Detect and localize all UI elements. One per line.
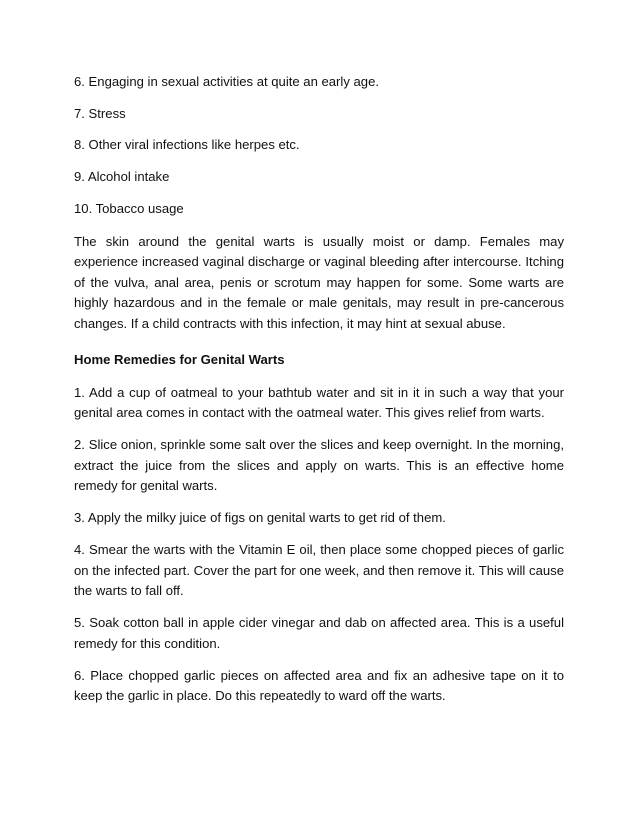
- risk-factor-item: 7. Stress: [74, 105, 126, 121]
- remedy-item: 3. Apply the milky juice of figs on genital warts to get rid of them.: [74, 510, 446, 526]
- risk-factor-item: 10. Tobacco usage: [74, 200, 184, 216]
- remedy-item: 4. Smear the warts with the Vitamin E oil, then place some chopped pieces of garlic on the infected part. Cover the part for one week, and then remove it. This will cause the warts to fall off.: [74, 542, 564, 599]
- risk-factor-item: 6. Engaging in sexual activities at quite an early age.: [74, 74, 379, 89]
- remedy-item: 6. Place chopped garlic pieces on affected area and fix an adhesive tape on it to keep the garlic in place. Do this repeatedly to ward off the warts.: [74, 667, 564, 704]
- remedy-item: 1. Add a cup of oatmeal to your bathtub water and sit in it in such a way that your genital area comes in contact with the oatmeal water. This gives relief from warts.: [74, 384, 564, 421]
- document-page: [74, 72, 564, 718]
- remedy-item: 5. Soak cotton ball in apple cider vinegar and dab on affected area. This is a useful remedy for this condition.: [74, 615, 564, 651]
- remedy-item: 2. Slice onion, sprinkle some salt over the slices and keep overnight. In the morning, extract the juice from the slices and apply on warts. This is an effective home remedy for genital warts.: [74, 437, 564, 494]
- symptoms-paragraph: The skin around the genital warts is usually moist or damp. Females may experience increased vaginal discharge or vaginal bleeding after intercourse. Itching of the vulva, anal area, penis or scrotum may happen for some. Some warts are highly hazardous and in the female or male genitals, may result in pre-cancerous changes. If a child contracts with this infection, it may hint at sexual abuse.: [74, 233, 564, 331]
- risk-factor-item: 8. Other viral infections like herpes etc.: [74, 137, 300, 153]
- risk-factor-item: 9. Alcohol intake: [74, 169, 170, 185]
- section-heading: Home Remedies for Genital Warts: [74, 352, 285, 368]
